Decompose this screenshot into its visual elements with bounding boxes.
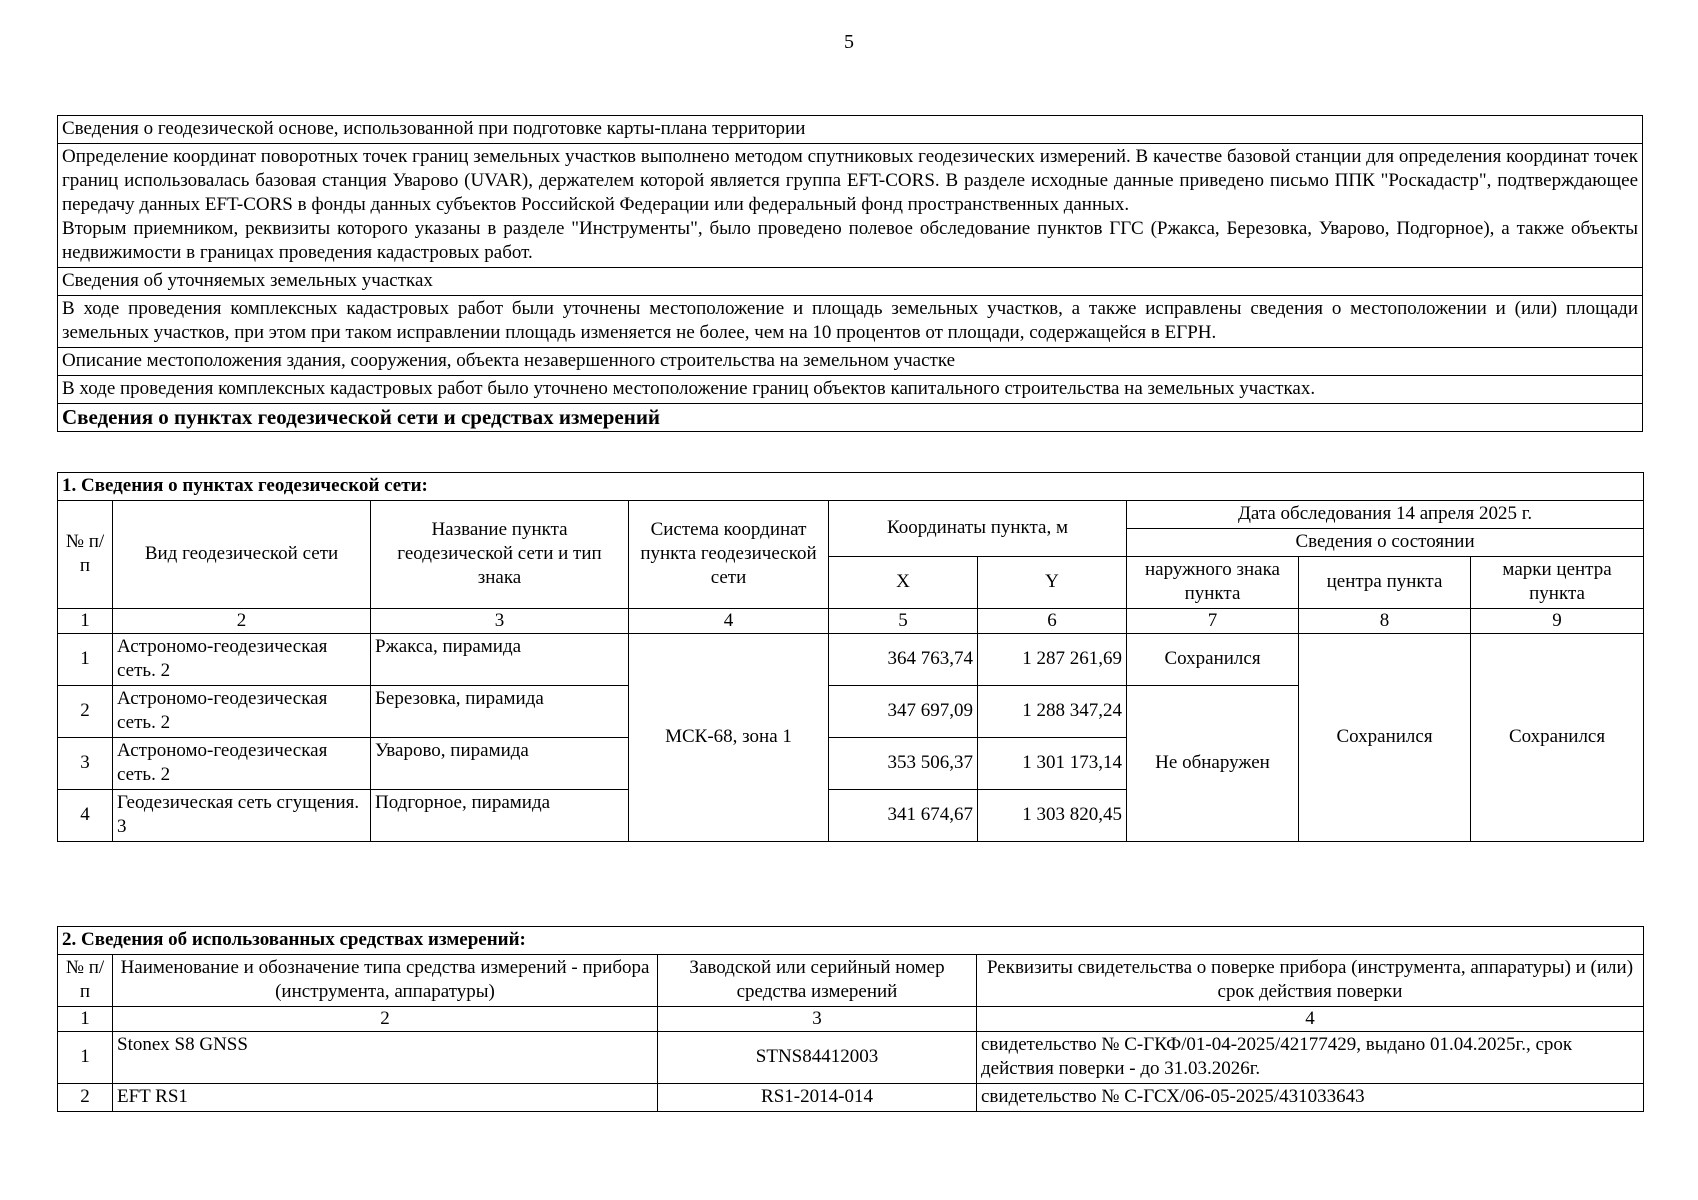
instrument-serial: STNS84412003 — [658, 1032, 977, 1084]
basis-heading: Сведения о геодезической основе, использованной при подготовке карты-плана территории — [58, 116, 1643, 144]
buildings-heading: Описание местоположения здания, сооружения, объекта незавершенного строительства на земельном участке — [58, 348, 1643, 376]
col-number: 4 — [977, 1007, 1644, 1032]
instrument-num: 2 — [58, 1084, 113, 1112]
outer-sign-state: Не обнаружен — [1127, 686, 1299, 842]
network-points-table — [57, 472, 1644, 842]
instrument-certificate: свидетельство № С-ГСХ/06-05-2025/431033643 — [977, 1084, 1644, 1112]
header-point-name: Название пункта геодезической сети и тип знака — [371, 501, 629, 609]
col-number: 4 — [629, 609, 829, 634]
point-y: 1 301 173,14 — [978, 738, 1127, 790]
point-x: 364 763,74 — [829, 634, 978, 686]
table-row — [58, 1032, 1644, 1084]
coord-system-value: МСК-68, зона 1 — [629, 634, 829, 842]
col-number: 8 — [1299, 609, 1471, 634]
col-number: 2 — [113, 1007, 658, 1032]
point-network-type: Астрономо-геодезическая сеть. 2 — [113, 686, 371, 738]
header-x: X — [829, 557, 978, 609]
header-certificate: Реквизиты свидетельства о поверке прибора (инструмента, аппаратуры) и (или) срок действия поверки — [977, 955, 1644, 1007]
header-coordinates: Координаты пункта, м — [829, 501, 1127, 557]
instrument-num: 1 — [58, 1032, 113, 1084]
header-instrument-name: Наименование и обозначение типа средства измерений - прибора (инструмента, аппаратуры) — [113, 955, 658, 1007]
point-x: 347 697,09 — [829, 686, 978, 738]
header-state: Сведения о состоянии — [1127, 529, 1644, 557]
geodetic-basis-table — [57, 115, 1643, 432]
header-center-mark: марки центра пункта — [1471, 557, 1644, 609]
header-serial: Заводской или серийный номер средства измерений — [658, 955, 977, 1007]
header-center: центра пункта — [1299, 557, 1471, 609]
col-number: 6 — [978, 609, 1127, 634]
instrument-name: EFT RS1 — [113, 1084, 658, 1112]
instruments-table — [57, 926, 1644, 1112]
point-num: 4 — [58, 790, 113, 842]
col-number: 9 — [1471, 609, 1644, 634]
outer-sign-state: Сохранился — [1127, 634, 1299, 686]
instrument-name: Stonex S8 GNSS — [113, 1032, 658, 1084]
col-number: 5 — [829, 609, 978, 634]
point-name: Ржакса, пирамида — [371, 634, 629, 686]
basis-paragraph-1: Определение координат поворотных точек границ земельных участков выполнено методом спутниковых геодезических измерений. В качестве базовой станции для определения координат точек границ использовалась базовая станция Уварово (UVAR), держателем которой является группа EFT-CORS. В разделе исходные данные приведено письмо ППК "Роскадастр", подтверждающее передачу данных EFT-CORS в фонды данных субъектов Российской Федерации или федеральный фонд пространственных данных. — [62, 146, 1638, 215]
point-x: 341 674,67 — [829, 790, 978, 842]
point-network-type: Геодезическая сеть сгущения. 3 — [113, 790, 371, 842]
instrument-certificate: свидетельство № С-ГКФ/01-04-2025/42177429, выдано 01.04.2025г., срок действия поверки - до 31.03.2026г. — [977, 1032, 1644, 1084]
col-number: 1 — [58, 609, 113, 634]
table-row — [58, 634, 1644, 686]
point-y: 1 303 820,45 — [978, 790, 1127, 842]
center-mark-state: Сохранился — [1471, 634, 1644, 842]
col-number: 2 — [113, 609, 371, 634]
page-number: 5 — [844, 31, 854, 53]
point-num: 1 — [58, 634, 113, 686]
header-network-type: Вид геодезической сети — [113, 501, 371, 609]
section-2-heading: 2. Сведения об использованных средствах измерений: — [58, 927, 1644, 955]
col-number: 3 — [658, 1007, 977, 1032]
network-title: Сведения о пунктах геодезической сети и средствах измерений — [58, 404, 1643, 432]
center-state: Сохранился — [1299, 634, 1471, 842]
basis-text — [58, 144, 1643, 268]
point-y: 1 287 261,69 — [978, 634, 1127, 686]
header-num: № п/п — [58, 955, 113, 1007]
header-num: № п/п — [58, 501, 113, 609]
section-1-heading: 1. Сведения о пунктах геодезической сети: — [58, 473, 1644, 501]
point-name: Подгорное, пирамида — [371, 790, 629, 842]
parcels-text: В ходе проведения комплексных кадастровых работ были уточнены местоположение и площадь земельных участков, а также исправлены сведения о местоположении и (или) площади земельных участков, при этом при таком исправлении площадь изменяется не более, чем на 10 процентов от площади, содержащейся в ЕГРН. — [58, 296, 1643, 348]
buildings-text: В ходе проведения комплексных кадастровых работ было уточнено местоположение границ объектов капитального строительства на земельных участках. — [58, 376, 1643, 404]
point-name: Уварово, пирамида — [371, 738, 629, 790]
header-survey-date: Дата обследования 14 апреля 2025 г. — [1127, 501, 1644, 529]
header-y: Y — [978, 557, 1127, 609]
point-num: 3 — [58, 738, 113, 790]
point-network-type: Астрономо-геодезическая сеть. 2 — [113, 634, 371, 686]
parcels-heading: Сведения об уточняемых земельных участках — [58, 268, 1643, 296]
point-network-type: Астрономо-геодезическая сеть. 2 — [113, 738, 371, 790]
col-number: 7 — [1127, 609, 1299, 634]
instrument-serial: RS1-2014-014 — [658, 1084, 977, 1112]
point-y: 1 288 347,24 — [978, 686, 1127, 738]
col-number: 3 — [371, 609, 629, 634]
basis-paragraph-2: Вторым приемником, реквизиты которого указаны в разделе "Инструменты", было проведено полевое обследование пунктов ГГС (Ржакса, Березовка, Уварово, Подгорное), а также объекты недвижимости в границах проведения кадастровых работ. — [62, 218, 1638, 263]
col-number: 1 — [58, 1007, 113, 1032]
point-name: Березовка, пирамида — [371, 686, 629, 738]
point-num: 2 — [58, 686, 113, 738]
header-outer-sign: наружного знака пункта — [1127, 557, 1299, 609]
header-coord-system: Система координат пункта геодезической сети — [629, 501, 829, 609]
point-x: 353 506,37 — [829, 738, 978, 790]
table-row — [58, 1084, 1644, 1112]
